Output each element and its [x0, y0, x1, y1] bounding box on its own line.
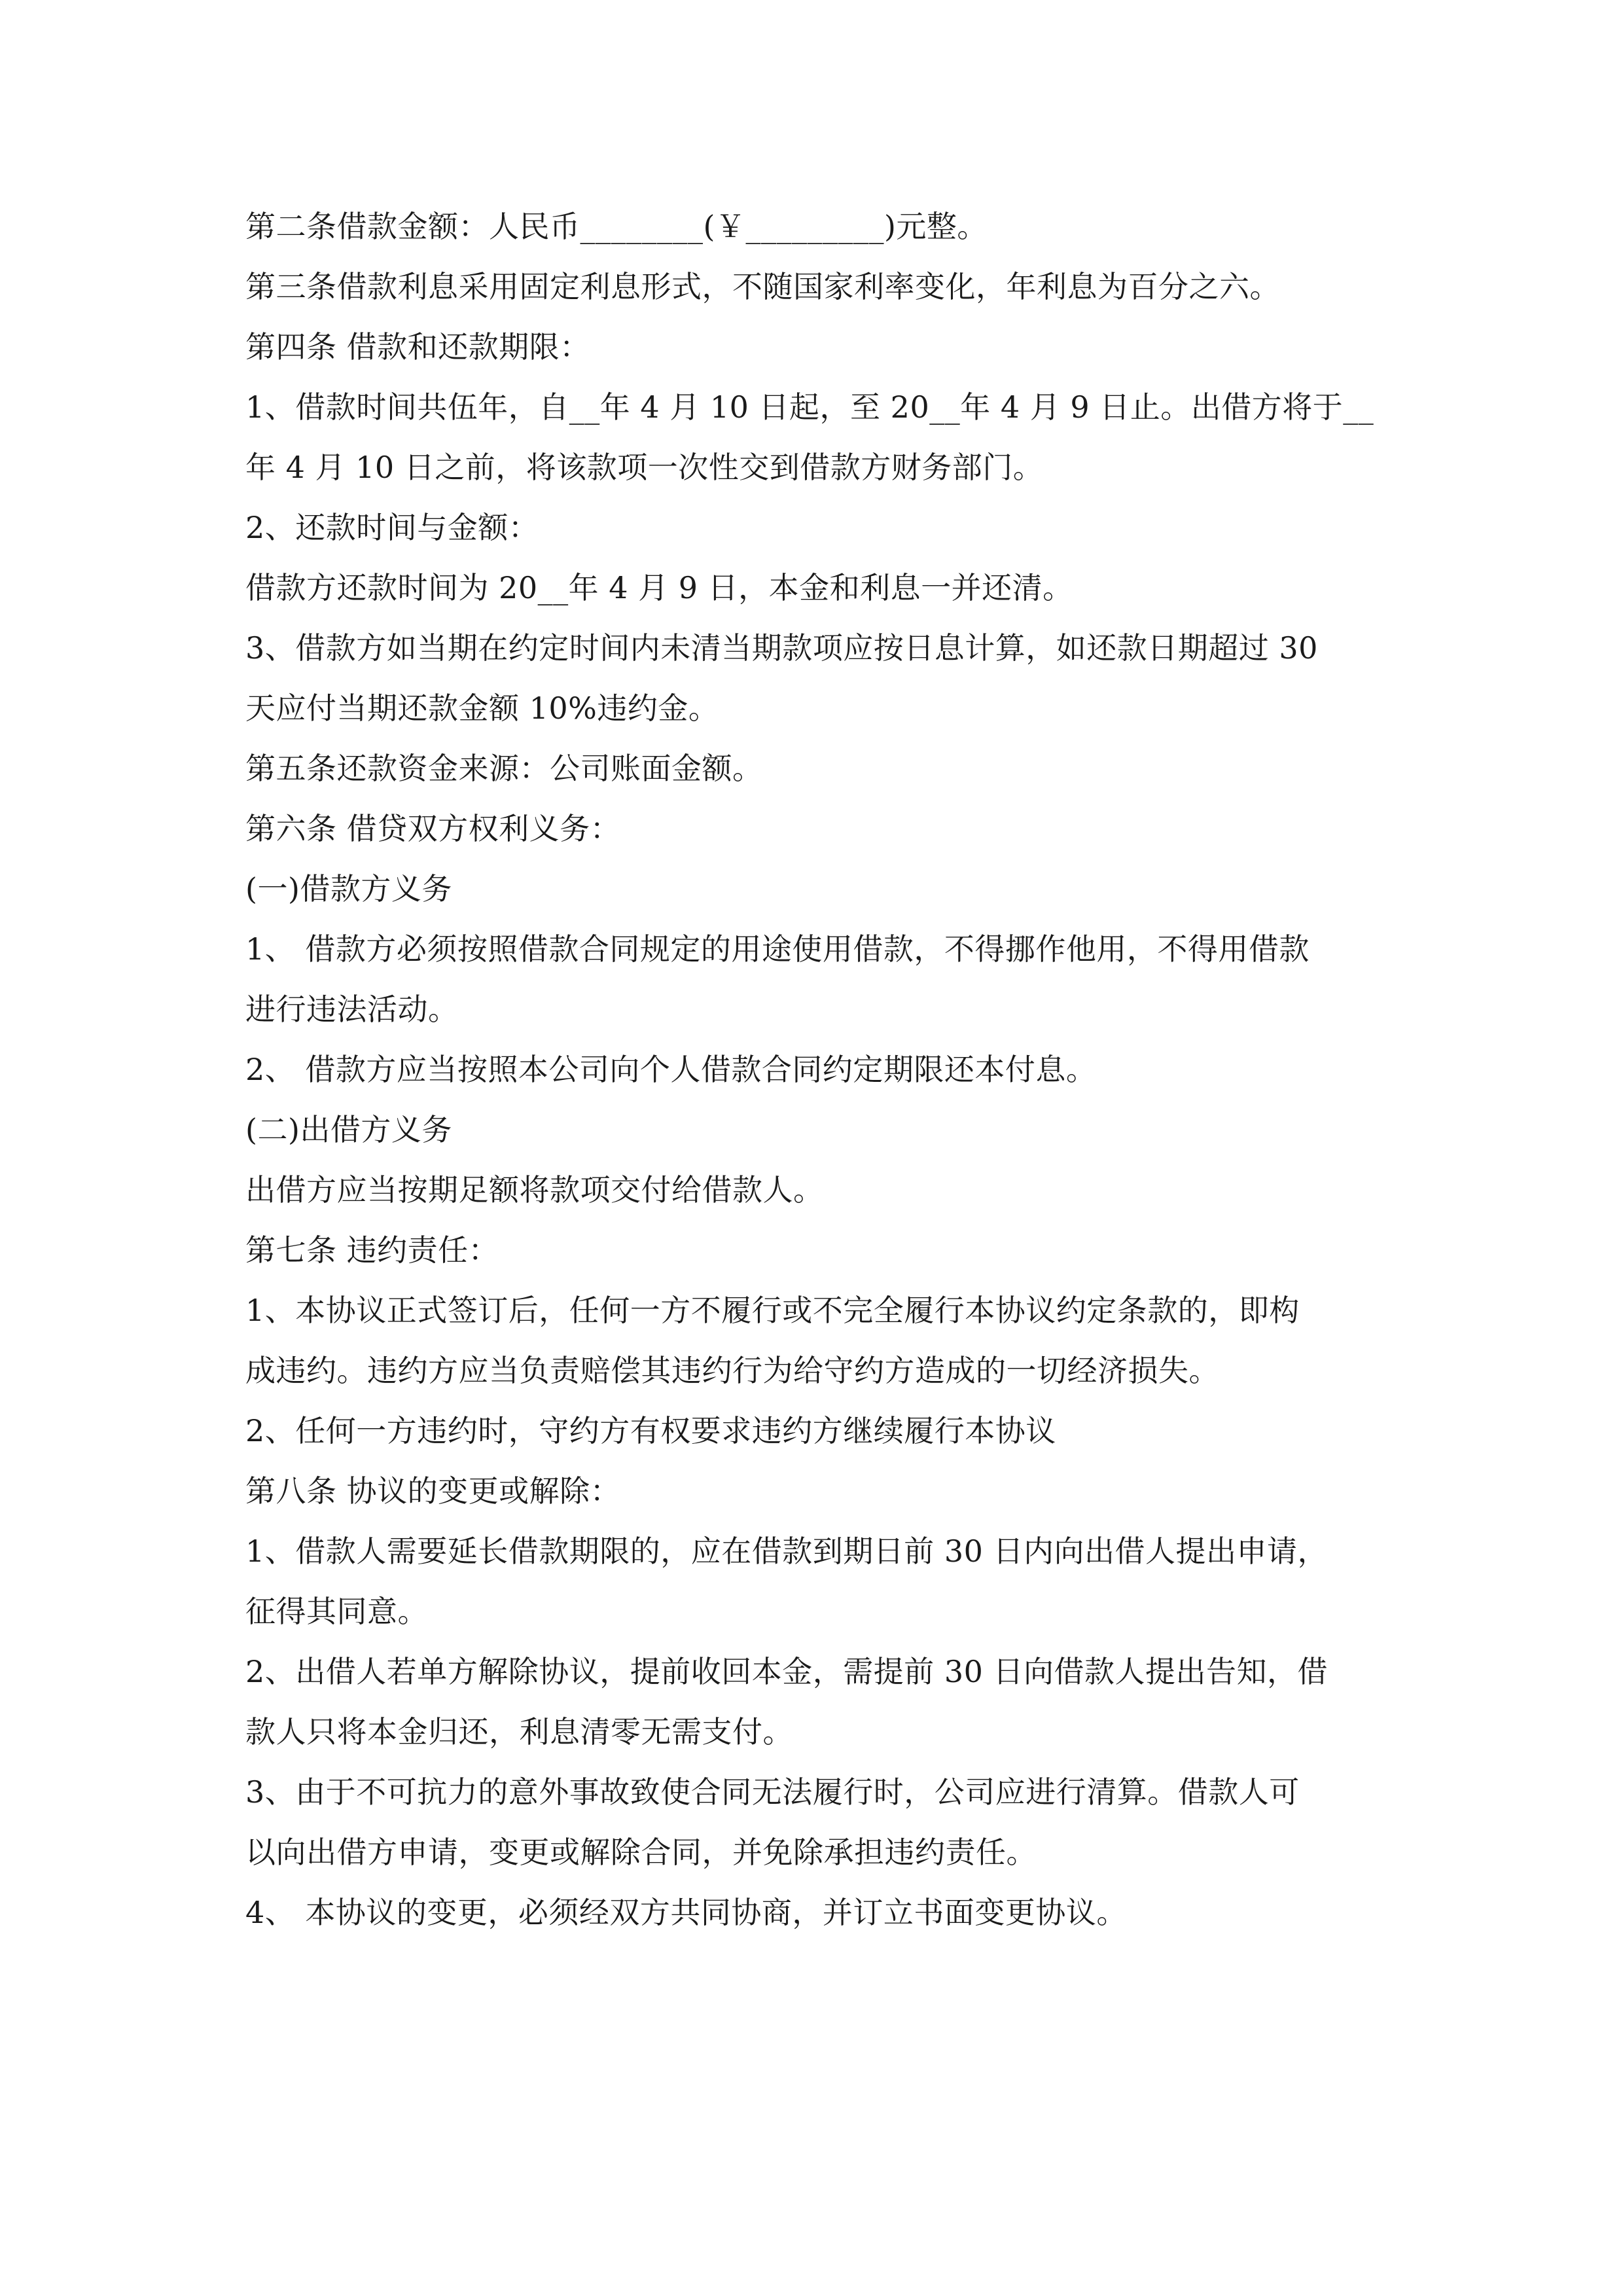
article-8-item-4: 4、 本协议的变更，必须经双方共同协商，并订立书面变更协议。 — [245, 1895, 1127, 1930]
article-8-item-2: 2、出借人若单方解除协议，提前收回本金，需提前 30 日向借款人提出告知，借 — [245, 1654, 1329, 1689]
article-7-item-1: 1、本协议正式签订后，任何一方不履行或不完全履行本协议约定条款的，即构 — [245, 1293, 1300, 1328]
borrower-duties-heading: (一)借款方义务 — [245, 871, 452, 906]
article-8-heading: 第八条 协议的变更或解除： — [245, 1473, 621, 1509]
borrower-duty-1: 1、 借款方必须按照借款合同规定的用途使用借款，不得挪作他用，不得用借款 — [245, 931, 1310, 967]
lender-duty: 出借方应当按期足额将款项交付给借款人。 — [245, 1172, 824, 1208]
article-8-item-1: 1、借款人需要延长借款期限的，应在借款到期日前 30 日内向出借人提出申请， — [245, 1534, 1329, 1569]
article-4-heading: 第四条 借款和还款期限： — [245, 329, 590, 365]
article-4-item-2-detail: 借款方还款时间为 20__年 4 月 9 日，本金和利息一并还清。 — [245, 570, 1073, 605]
article-8-item-1-cont: 征得其同意。 — [245, 1594, 428, 1629]
article-6-heading: 第六条 借贷双方权利义务： — [245, 811, 621, 846]
article-4-item-1: 1、借款时间共伍年，自__年 4 月 10 日起，至 20__年 4 月 9 日止。出借方将于__ — [245, 389, 1374, 425]
article-7-item-2: 2、任何一方违约时，守约方有权要求违约方继续履行本协议 — [245, 1413, 1056, 1448]
article-2-loan-amount: 第二条借款金额：人民币________(￥_________)元整。 — [245, 209, 988, 244]
article-5-funding-source: 第五条还款资金来源：公司账面金额。 — [245, 751, 763, 786]
document-body — [245, 196, 1384, 1943]
lender-duties-heading: (二)出借方义务 — [245, 1112, 452, 1147]
article-7-item-1-cont: 成违约。违约方应当负责赔偿其违约行为给守约方造成的一切经济损失。 — [245, 1353, 1219, 1388]
article-3-interest: 第三条借款利息采用固定利息形式，不随国家利率变化，年利息为百分之六。 — [245, 269, 1280, 304]
article-4-item-3: 3、借款方如当期在约定时间内未清当期款项应按日息计算，如还款日期超过 30 — [245, 630, 1318, 666]
article-8-item-3-cont: 以向出借方申请，变更或解除合同，并免除承担违约责任。 — [245, 1835, 1037, 1870]
article-4-item-2: 2、还款时间与金额： — [245, 510, 539, 545]
article-4-item-1-cont: 年 4 月 10 日之前，将该款项一次性交到借款方财务部门。 — [245, 450, 1044, 485]
article-8-item-2-cont: 款人只将本金归还，利息清零无需支付。 — [245, 1714, 793, 1749]
article-4-item-3-cont: 天应付当期还款金额 10%违约金。 — [245, 691, 719, 726]
article-7-heading: 第七条 违约责任： — [245, 1232, 499, 1268]
article-8-item-3: 3、由于不可抗力的意外事故致使合同无法履行时，公司应进行清算。借款人可 — [245, 1774, 1300, 1810]
borrower-duty-1-cont: 进行违法活动。 — [245, 992, 459, 1027]
borrower-duty-2: 2、 借款方应当按照本公司向个人借款合同约定期限还本付息。 — [245, 1052, 1097, 1087]
